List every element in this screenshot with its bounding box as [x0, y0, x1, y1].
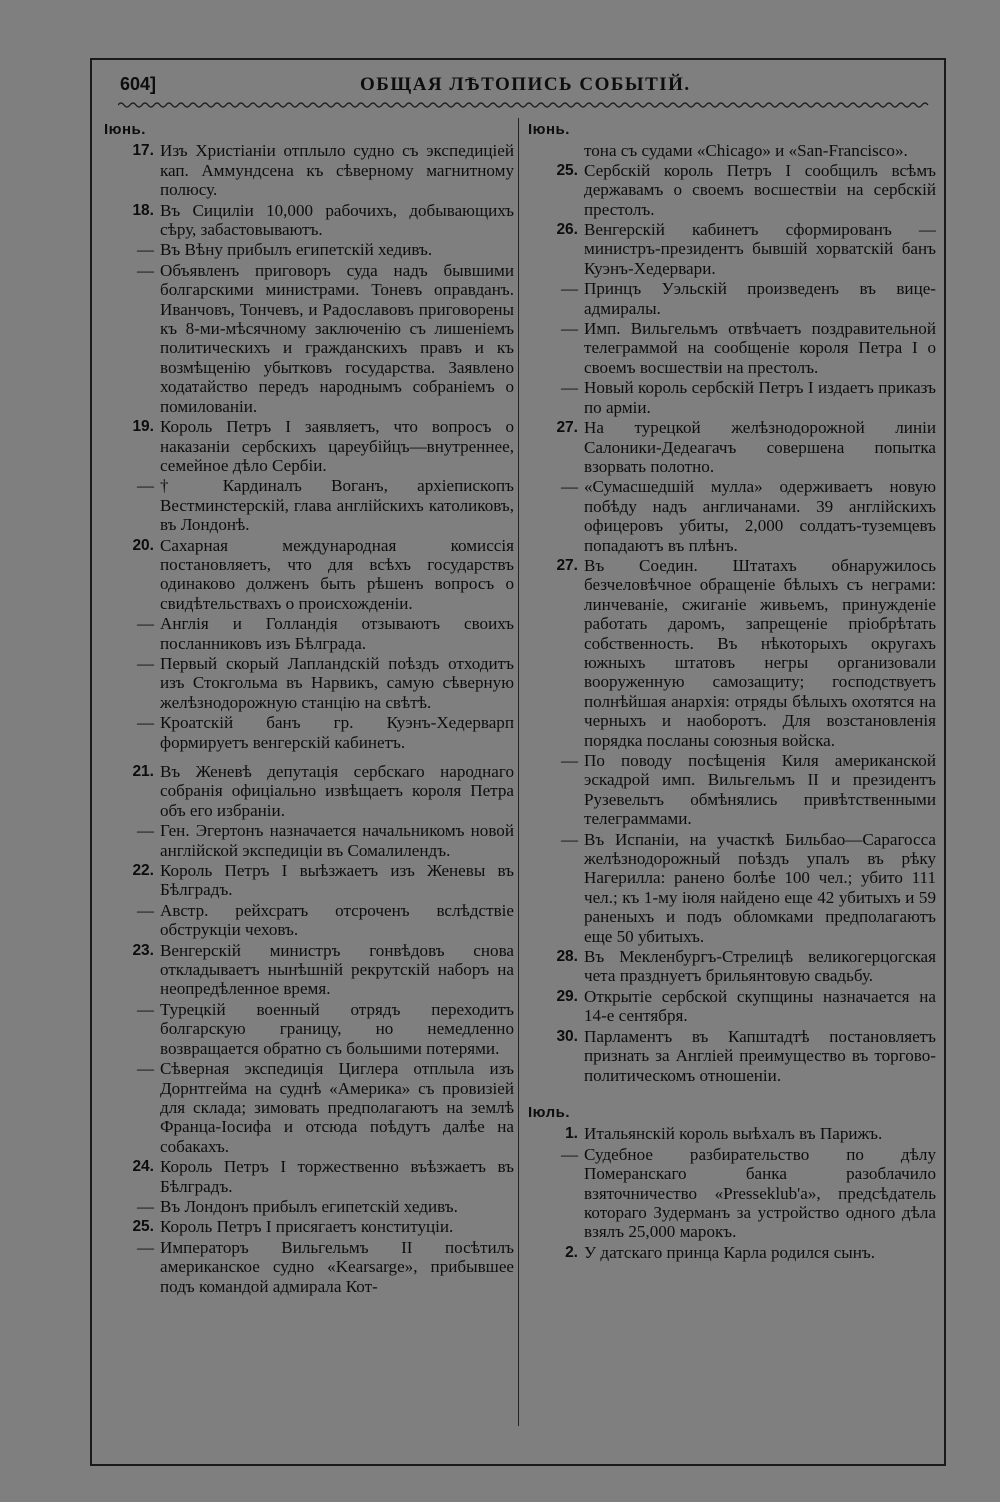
chronicle-entry — [104, 901, 514, 940]
entry-text: Король Петръ I выѣзжаетъ изъ Женевы въ Бѣлградъ. — [160, 861, 514, 900]
chronicle-entry — [528, 418, 936, 476]
entry-text: Въ Сициліи 10,000 рабочихъ, добывающихъ сѣру, забастовываютъ. — [160, 200, 514, 240]
entry-date: 29. — [556, 987, 578, 1005]
entry-date: 25. — [132, 1218, 154, 1236]
entry-date: 24. — [132, 1158, 154, 1176]
entry-text: Кроатскій банъ гр. Куэнъ-Хедерварп формируетъ венгерскій кабинетъ. — [160, 713, 514, 752]
running-title: ОБЩАЯ ЛѢТОПИСЬ СОБЫТІЙ. — [360, 74, 691, 95]
chronicle-entry — [104, 261, 514, 416]
entry-date: 28. — [556, 948, 578, 966]
chronicle-entry — [104, 141, 514, 199]
entry-dash: — — [137, 1196, 154, 1216]
entry-text: Изъ Христіаніи отплыло судно съ экспедиціей кап. Аммундсена къ сѣверному магнитному полюсу. — [160, 141, 514, 200]
entry-dash: — — [137, 240, 154, 260]
entry-date: 27. — [556, 556, 578, 574]
month-heading: Іюнь. — [104, 121, 146, 138]
entry-text: Ген. Эгертонъ назначается начальникомъ новой англійской экспедиціи въ Сомалилендъ. — [160, 821, 514, 860]
entry-dash: — — [137, 900, 154, 920]
chronicle-entry — [104, 614, 514, 653]
entry-dash: — — [137, 260, 154, 280]
entry-text: Новый король сербскій Петръ I издаетъ приказъ по арміи. — [584, 378, 936, 417]
chronicle-entry — [104, 201, 514, 240]
entry-text: Въ Испаніи, на участкѣ Бильбао—Сарагосса желѣзнодорожный поѣздъ упалъ въ рѣку Нагерилла: ранено болѣе 100 чел.; убито 111 чел.; къ 1-му іюля найдено еще 42 убитыхъ и 59 раненыхъ и подъ обломками предполагаютъ еще 50 убитыхъ. — [584, 829, 936, 946]
chronicle-entry — [528, 751, 936, 829]
chronicle-entry — [528, 161, 936, 219]
entry-text: Сѣверная экспедиція Циглера отплыла изъ Дорнтгейма на суднѣ «Америка» съ провизіей для склада; зимовать предполагаютъ на землѣ Франца-Іосифа и отсюда поѣдутъ далѣе на собакахъ. — [160, 1059, 514, 1156]
entry-text: У датскаго принца Карла родился сынъ. — [584, 1242, 876, 1262]
chronicle-entry — [528, 1243, 936, 1262]
entry-date: 19. — [132, 418, 154, 436]
entry-text: Императоръ Вильгельмъ II посѣтилъ американское судно «Kearsarge», прибывшее подъ командой адмирала Кот- — [160, 1237, 514, 1296]
chronicle-entry — [528, 987, 936, 1026]
chronicle-entry — [104, 941, 514, 999]
chronicle-entry — [104, 713, 514, 752]
entry-text: Въ Лондонъ прибылъ египетскій хедивъ. — [160, 1196, 458, 1216]
chronicle-entry — [104, 1059, 514, 1156]
entry-date: 30. — [556, 1027, 578, 1045]
chronicle-entry — [104, 1157, 514, 1196]
entry-dash: — — [561, 319, 578, 339]
entry-text: Турецкій военный отрядъ переходитъ болгарскую границу, но немедленно возвращается обратно съ большими потерями. — [160, 999, 514, 1058]
chronicle-entry — [528, 1145, 936, 1242]
entry-text: Венгерскій министръ гонвѣдовъ снова откладываетъ нынѣшній рекрутскій наборъ на неопредѣленное время. — [160, 940, 514, 999]
entry-date: 20. — [132, 536, 154, 554]
entry-date: 25. — [556, 161, 578, 179]
entry-text: Въ Соедин. Штатахъ обнаружилось безчеловѣчное обращеніе бѣлыхъ съ неграми: линчеваніе, сжиганіе живьемъ, принужденіе работать даромъ, запрещеніе пріобрѣтать собственность. Въ нѣкоторыхъ округахъ южныхъ штатовъ негры организовали вооруженную самозащиту; господствуетъ полнѣйшая анархія: отряды бѣлыхъ охотятся на черныхъ и наоборотъ. Для возстановленія порядка посланы союзныя войска. — [584, 555, 936, 750]
chronicle-entry — [104, 240, 514, 259]
chronicle-entry — [104, 861, 514, 900]
entry-date: 18. — [132, 201, 154, 219]
entry-dash: — — [561, 477, 578, 497]
chronicle-entry — [528, 947, 936, 986]
chronicle-entry — [104, 417, 514, 475]
chronicle-entry — [528, 477, 936, 555]
entry-dash: — — [561, 378, 578, 398]
chronicle-entry — [528, 220, 936, 278]
entry-date: 21. — [132, 763, 154, 780]
chronicle-entry — [104, 1197, 514, 1216]
entry-text: По поводу посѣщенія Киля американской эскадрой имп. Вильгельмъ II и президентъ Рузевельтъ обмѣнялись привѣтственными телеграммами. — [584, 751, 936, 829]
entry-date: 22. — [132, 862, 154, 880]
chronicle-entry — [528, 830, 936, 946]
entry-date: 2. — [565, 1243, 578, 1261]
entry-dash: — — [137, 653, 154, 673]
entry-text: Король Петръ I торжественно въѣзжаетъ въ Бѣлградъ. — [160, 1157, 514, 1196]
chronicle-entry — [104, 1238, 514, 1296]
decorative-wavy-rule — [118, 101, 930, 109]
entry-dash: — — [137, 821, 154, 841]
entry-dash: — — [137, 1059, 154, 1079]
entry-date: 27. — [556, 419, 578, 437]
entry-continuation: тона съ судами «Chicago» и «San-Francisco». — [584, 141, 908, 161]
entry-text: Принцъ Уэльскій произведенъ въ вице-адмиралы. — [584, 279, 936, 318]
entry-text: † Кардиналъ Воганъ, архіепископъ Вестминстерскій, глава англійскихъ католиковъ, въ Лондонѣ. — [160, 476, 514, 535]
entry-date: 26. — [556, 221, 578, 239]
entry-text: Король Петръ I присягаетъ конституціи. — [160, 1217, 454, 1237]
entry-text: Въ Вѣну прибылъ египетскій хедивъ. — [160, 240, 433, 260]
entry-text: Въ Мекленбургъ-Стрелицѣ великогерцогская чета празднуетъ брильянтовую свадьбу. — [584, 947, 936, 986]
entry-text: Судебное разбирательство по дѣлу Померанскаго банка разоблачило взяточничество «Presseklub'а», предсѣдатель котораго Зудерманъ за устройство одного дѣла взялъ 25,000 марокъ. — [584, 1144, 936, 1242]
entry-text: Англія и Голландія отзываютъ своихъ посланниковъ изъ Бѣлграда. — [160, 614, 514, 653]
entry-text: Сербскій король Петръ I сообщилъ всѣмъ державамъ о своемъ восшествіи на сербскій престолъ. — [584, 160, 936, 219]
entry-text: Австр. рейхсратъ отсроченъ вслѣдствіе обструкціи чеховъ. — [160, 900, 514, 940]
entry-text: Парламентъ въ Капштадтѣ постановляетъ признать за Англіей преимущество въ торгово-политическомъ отношеніи. — [584, 1026, 936, 1085]
chronicle-entry — [528, 279, 936, 318]
entry-dash: — — [561, 751, 578, 770]
entry-dash: — — [561, 1144, 578, 1164]
chronicle-entry — [528, 1027, 936, 1085]
chronicle-entry — [528, 378, 936, 417]
entry-date: 1. — [565, 1125, 578, 1143]
entry-dash: — — [137, 614, 154, 634]
month-heading: Іюнь. — [528, 121, 570, 138]
right-column — [528, 120, 936, 1263]
chronicle-entry — [104, 1217, 514, 1236]
entry-text: Имп. Вильгельмъ отвѣчаетъ поздравительной телеграммой на сообщеніе короля Петра I о своемъ восшествіи на престолъ. — [584, 319, 936, 377]
entry-date: 17. — [132, 142, 154, 160]
entry-text: На турецкой желѣзнодорожной линіи Салоники-Дедеагачъ совершена попытка взорвать полотно. — [584, 418, 936, 476]
entry-text: Итальянскій король выѣхалъ въ Парижъ. — [584, 1124, 883, 1144]
entry-date: 23. — [132, 941, 154, 959]
entry-dash: — — [137, 999, 154, 1019]
entry-dash: — — [561, 279, 578, 299]
left-column — [104, 120, 514, 1297]
chronicle-entry — [104, 821, 514, 860]
chronicle-entry — [528, 1124, 936, 1143]
entry-text: Первый скорый Лапландскій поѣздъ отходитъ изъ Стокгольма въ Нарвикъ, самую сѣверную желѣзнодорожную станцію на свѣтѣ. — [160, 653, 514, 712]
chronicle-entry — [104, 654, 514, 712]
chronicle-entry — [528, 556, 936, 750]
chronicle-entry — [104, 762, 514, 820]
entry-text: Открытіе сербской скупщины назначается на 14-е сентября. — [584, 986, 936, 1026]
entry-text: Сахарная международная комиссія постановляетъ, что для всѣхъ государствъ одинаково долженъ быть рѣшенъ вопросъ о свидѣтельствахъ о происхожденіи. — [160, 535, 514, 613]
entry-dash: — — [137, 476, 154, 496]
entry-text: Венгерскій кабинетъ сформированъ — министръ-президентъ бывшій хорватскій банъ Куэнъ-Хедервари. — [584, 220, 936, 278]
entry-text: «Сумасшедшій мулла» одерживаетъ новую побѣду надъ англичанами. 39 англійскихъ офицеровъ убиты, 2,000 солдатъ-туземцевъ попадаютъ въ плѣнъ. — [584, 477, 936, 555]
chronicle-entry — [104, 536, 514, 614]
column-divider — [518, 118, 519, 1426]
entry-dash: — — [137, 713, 154, 733]
entry-text: Въ Женевѣ депутація сербскаго народнаго собранія офиціально извѣщаетъ короля Петра объ его избраніи. — [160, 762, 514, 820]
chronicle-entry — [104, 1000, 514, 1058]
chronicle-entry — [104, 476, 514, 534]
chronicle-entry — [528, 319, 936, 377]
month-heading: Іюль. — [528, 1103, 571, 1121]
entry-text: Объявленъ приговоръ суда надъ бывшими болгарскими министрами. Тоневъ оправданъ. Иванчовъ, Тончевъ, и Радославовъ приговорены къ 8-ми-мѣсячному заключенію съ лишеніемъ политическихъ и гражданскихъ правъ и къ возмѣщенію убытковъ государства. Заявлено ходатайство передъ народнымъ собраніемъ о помилованіи. — [160, 260, 514, 416]
page-number: 604] — [120, 74, 157, 94]
entry-dash: — — [561, 829, 578, 849]
entry-text: Король Петръ I заявляетъ, что вопросъ о наказаніи сербскихъ цареубійцъ—внутреннее, семейное дѣло Сербіи. — [160, 417, 514, 475]
entry-dash: — — [137, 1237, 154, 1257]
